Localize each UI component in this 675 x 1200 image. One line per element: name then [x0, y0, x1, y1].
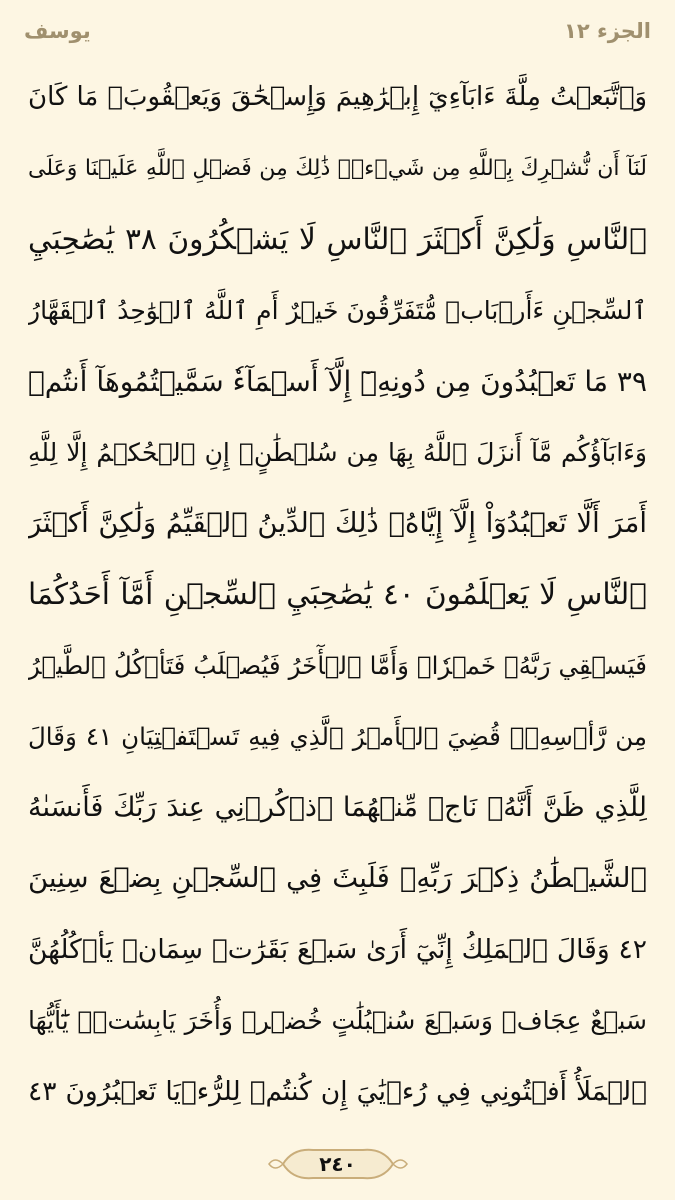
text-line-13: ٤٢ وَقَالَ ٱلۡمَلِكُ إِنِّيٓ أَرَىٰ سَبۡعَ بَقَرَٰتٖ سِمَانٖ يَأۡكُلُهُنَّ — [28, 934, 647, 965]
page-footer — [0, 1144, 675, 1184]
text-line-12: ٱلشَّيۡطَٰنُ ذِكۡرَ رَبِّهِۦ فَلَبِثَ فِي ٱلسِّجۡنِ بِضۡعَ سِنِينَ — [28, 862, 647, 894]
text-line-4: ٱلسِّجۡنِ ءَأَرۡبَابٞ مُّتَفَرِّقُونَ خَيۡرٌ أَمِ ٱللَّهُ ٱلۡوَٰحِدُ ٱلۡقَهَّارُ — [28, 296, 647, 325]
text-line-8: ٱلنَّاسِ لَا يَعۡلَمُونَ ٤٠ يَٰصَٰحِبَيِ ٱلسِّجۡنِ أَمَّآ أَحَدُكُمَا — [28, 577, 647, 611]
juz-label: الجزء ١٢ — [564, 19, 651, 43]
text-line-15: ٱلۡمَلَأُ أَفۡتُونِي فِي رُءۡيَٰيَ إِن كُنتُمۡ لِلرُّءۡيَا تَعۡبُرُونَ ٤٣ — [28, 1076, 647, 1107]
text-line-3: ٱلنَّاسِ وَلَٰكِنَّ أَكۡثَرَ ٱلنَّاسِ لَا يَشۡكُرُونَ ٣٨ يَٰصَٰحِبَيِ — [28, 222, 647, 256]
text-line-9: فَيَسۡقِي رَبَّهُۥ خَمۡرٗاۖ وَأَمَّا ٱلۡأٓخَرُ فَيُصۡلَبُ فَتَأۡكُلُ ٱلطَّيۡرُ — [28, 651, 647, 680]
page-header — [24, 14, 651, 48]
text-line-7: أَمَرَ أَلَّا تَعۡبُدُوٓاْ إِلَّآ إِيَّاهُۚ ذَٰلِكَ ٱلدِّينُ ٱلۡقَيِّمُ وَلَٰكِنَّ أَكۡثَرَ — [28, 507, 647, 539]
page-number-frame — [263, 1144, 413, 1184]
quran-page-text — [28, 62, 647, 1127]
text-line-6: وَءَابَآؤُكُم مَّآ أَنزَلَ ٱللَّهُ بِهَا مِن سُلۡطَٰنٍۚ إِنِ ٱلۡحُكۡمُ إِلَّا لِلَّهِ — [28, 438, 647, 467]
surah-name: يوسف — [24, 19, 91, 43]
text-line-11: لِلَّذِي ظَنَّ أَنَّهُۥ نَاجٖ مِّنۡهُمَا ٱذۡكُرۡنِي عِندَ رَبِّكَ فَأَنسَىٰهُ — [28, 792, 647, 823]
page-number: ٢٤٠ — [319, 1152, 356, 1176]
text-line-14: سَبۡعٌ عِجَافٞ وَسَبۡعَ سُنۢبُلَٰتٍ خُضۡرٖ وَأُخَرَ يَابِسَٰتٖۖ يَٰٓأَيُّهَا — [28, 1006, 647, 1035]
text-line-1: وَٱتَّبَعۡتُ مِلَّةَ ءَابَآءِيٓ إِبۡرَٰهِيمَ وَإِسۡحَٰقَ وَيَعۡقُوبَۚ مَا كَانَ — [28, 82, 647, 112]
text-line-2: لَنَآ أَن نُّشۡرِكَ بِٱللَّهِ مِن شَيۡءٖۚ ذَٰلِكَ مِن فَضۡلِ ٱللَّهِ عَلَيۡنَا وَعَلَى — [28, 156, 647, 181]
text-line-10: مِن رَّأۡسِهِۦۚ قُضِيَ ٱلۡأَمۡرُ ٱلَّذِي فِيهِ تَسۡتَفۡتِيَانِ ٤١ وَقَالَ — [28, 722, 647, 751]
text-line-5: ٣٩ مَا تَعۡبُدُونَ مِن دُونِهِۦٓ إِلَّآ أَسۡمَآءٗ سَمَّيۡتُمُوهَآ أَنتُمۡ — [28, 365, 647, 398]
